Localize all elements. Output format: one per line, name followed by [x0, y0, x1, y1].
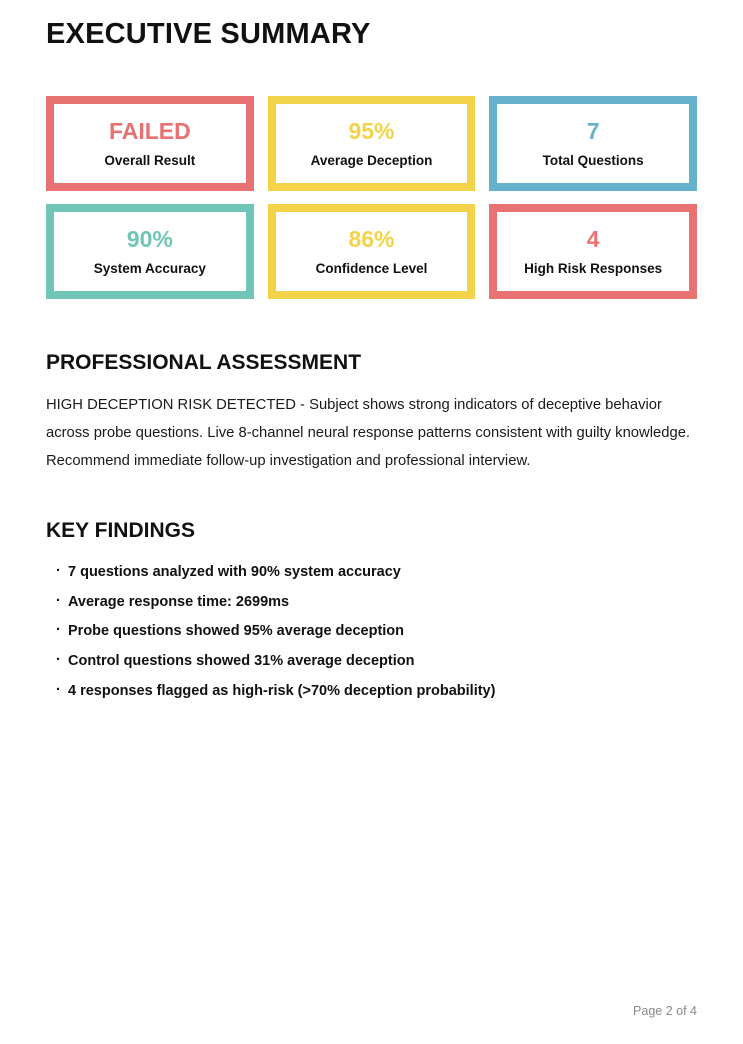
stat-label: Overall Result	[104, 153, 196, 169]
stat-card	[268, 96, 476, 191]
finding-item: · Probe questions showed 95% average deception	[68, 624, 697, 639]
stat-label: System Accuracy	[93, 261, 206, 277]
section-heading-key-findings: KEY FINDINGS	[46, 519, 195, 542]
stats-grid	[46, 96, 697, 299]
stat-label: Average Deception	[310, 153, 433, 169]
stat-label: Total Questions	[542, 153, 644, 169]
stat-card	[268, 204, 476, 299]
stat-value: 90%	[126, 225, 173, 252]
section-professional-assessment	[46, 351, 697, 475]
section-heading-professional-assessment: PROFESSIONAL ASSESSMENT	[46, 351, 362, 374]
page-number: Page 2 of 4	[633, 1004, 697, 1018]
section-key-findings	[46, 519, 697, 699]
stat-value: 95%	[348, 117, 395, 144]
stat-card	[489, 96, 697, 191]
stat-card	[46, 96, 254, 191]
finding-item: · 7 questions analyzed with 90% system accuracy	[68, 565, 697, 580]
stat-value: 86%	[348, 225, 395, 252]
stat-label: High Risk Responses	[524, 261, 663, 277]
stat-value: 7	[586, 117, 600, 144]
stat-value: 4	[586, 225, 600, 252]
finding-item: · Average response time: 2699ms	[68, 595, 697, 610]
key-findings-list	[46, 565, 697, 699]
finding-item: · Control questions showed 31% average deception	[68, 654, 697, 669]
finding-item: · 4 responses flagged as high-risk (>70% deception probability)	[68, 684, 697, 699]
stat-card	[46, 204, 254, 299]
assessment-paragraph: HIGH DECEPTION RISK DETECTED - Subject shows strong indicators of deceptive behavior across probe questions. Live 8-channel neural response patterns consistent with guilty knowledge. Recommend immediate follow-up investigation and professional interview.	[46, 397, 691, 469]
stat-value: FAILED	[108, 117, 191, 144]
stat-card	[489, 204, 697, 299]
stat-label: Confidence Level	[315, 261, 428, 277]
page-title: EXECUTIVE SUMMARY	[46, 18, 371, 50]
